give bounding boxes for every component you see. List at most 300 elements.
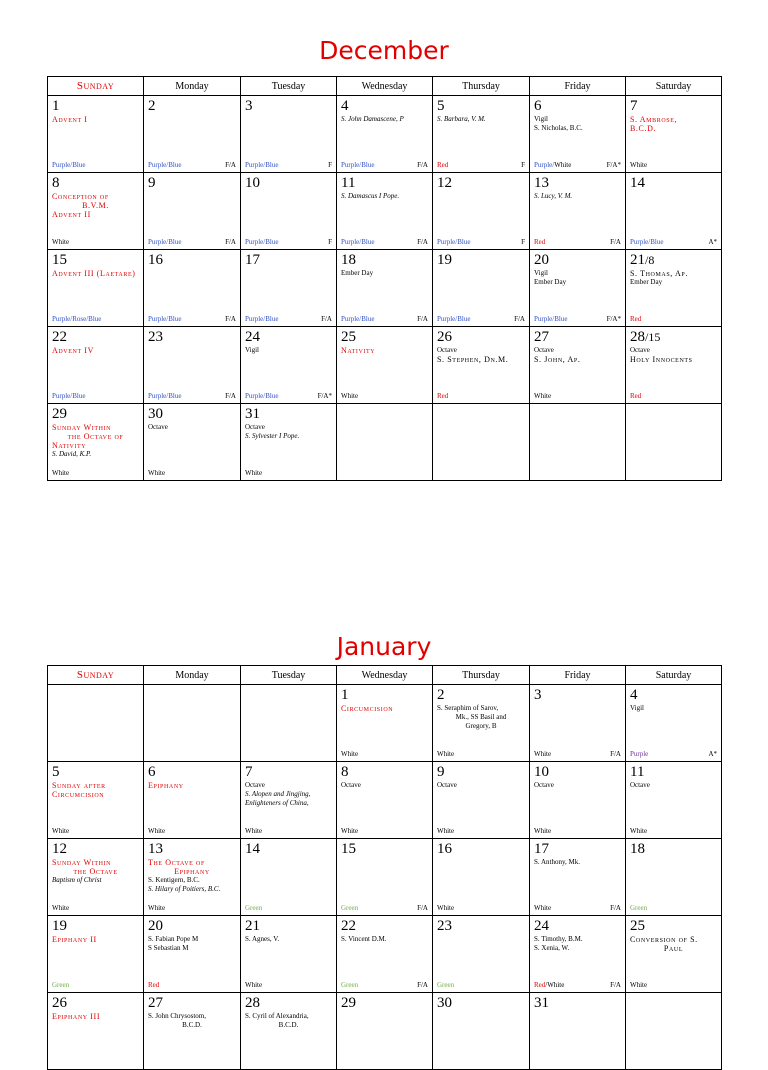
color-part: White <box>630 981 648 989</box>
fast-abstinence-mark: F/A <box>417 904 428 912</box>
color-part: White <box>341 750 359 758</box>
fast-abstinence-mark: F/A <box>610 981 621 989</box>
liturgical-color-row <box>148 904 236 913</box>
day-cell-content <box>530 250 625 326</box>
fast-abstinence-mark: F/A <box>225 315 236 323</box>
day-number: 12 <box>52 841 67 857</box>
color-part: Green <box>437 981 455 989</box>
week-row <box>48 327 722 404</box>
day-number: 6 <box>148 764 156 780</box>
feast-line: S. Ambrose, <box>630 115 678 124</box>
day-cell <box>48 96 144 173</box>
day-cell <box>433 327 530 404</box>
feast-line: S. Agnes, V. <box>245 935 280 943</box>
day-number: 23 <box>437 918 452 934</box>
day-number: 24 <box>534 918 549 934</box>
feast-line: Octave <box>630 781 650 789</box>
color-part: White <box>52 469 70 477</box>
feast-line: S. Anthony, Mk. <box>534 858 581 866</box>
feast-line: B.V.M. <box>82 201 109 210</box>
week-row <box>48 250 722 327</box>
day-cell <box>241 327 337 404</box>
day-cell-content <box>144 173 240 249</box>
liturgical-color-row <box>341 392 428 401</box>
liturgical-color <box>245 981 262 990</box>
day-number: 27 <box>534 329 549 345</box>
fast-abstinence-mark: F/A <box>610 238 621 246</box>
liturgical-color <box>630 238 663 247</box>
liturgical-color <box>52 315 101 324</box>
day-cell <box>626 993 722 1070</box>
day-cell <box>241 250 337 327</box>
day-cell <box>48 916 144 993</box>
weekday-header: Wednesday <box>337 666 433 685</box>
day-number: 5 <box>52 764 60 780</box>
feast-line: S. Stephen, Dn.M. <box>437 355 509 364</box>
liturgical-color <box>630 827 647 836</box>
liturgical-color-row <box>148 392 236 401</box>
liturgical-color <box>534 238 545 247</box>
day-number: 18 <box>630 841 645 857</box>
day-cell <box>626 404 722 481</box>
day-cell-content <box>530 685 625 761</box>
feast-line: Octave <box>245 423 265 431</box>
feast-line: S. Sylvester I Pope. <box>245 432 300 440</box>
color-part: White <box>148 469 166 477</box>
day-cell <box>337 993 433 1070</box>
color-part: White <box>437 827 455 835</box>
day-number: 7 <box>245 764 253 780</box>
day-cell-content <box>433 993 529 1069</box>
liturgical-color <box>148 981 159 990</box>
feast-line: Gregory, B <box>465 722 497 730</box>
day-number: 26 <box>437 329 452 345</box>
color-part: Purple/Blue <box>630 238 664 246</box>
color-part: Purple/Blue <box>534 315 568 323</box>
liturgical-color <box>52 981 69 990</box>
feast-line: Octave <box>534 781 554 789</box>
day-number: 28/15 <box>630 329 661 345</box>
day-number: 8 <box>52 175 60 191</box>
fast-abstinence-mark: F/A <box>417 981 428 989</box>
week-row <box>48 404 722 481</box>
day-number: 27 <box>148 995 163 1011</box>
day-cell <box>626 762 722 839</box>
color-part: White <box>534 392 552 400</box>
day-cell <box>433 762 530 839</box>
feast-line: Octave <box>630 346 650 354</box>
day-number: 15 <box>341 841 356 857</box>
calendar-december <box>47 76 722 481</box>
day-number: 11 <box>630 764 645 780</box>
day-cell <box>241 993 337 1070</box>
color-part: White <box>52 904 70 912</box>
fast-abstinence-mark: F/A <box>225 392 236 400</box>
weekday-header: Sunday <box>48 666 144 685</box>
day-cell <box>144 993 241 1070</box>
liturgical-color <box>437 904 454 913</box>
liturgical-color-row <box>52 827 139 836</box>
liturgical-color-row <box>52 392 139 401</box>
color-part: Purple/Blue <box>148 238 182 246</box>
day-cell <box>241 685 337 762</box>
weekday-header: Wednesday <box>337 77 433 96</box>
day-cell <box>48 250 144 327</box>
color-part: Purple/Blue <box>52 392 86 400</box>
feast-line: B.C.D. <box>630 124 657 133</box>
day-cell <box>241 404 337 481</box>
day-cell-content <box>144 762 240 838</box>
fast-abstinence-mark: F/A <box>610 750 621 758</box>
liturgical-color-row <box>245 315 332 324</box>
weekday-header-row <box>48 666 722 685</box>
color-part: Purple/ <box>534 161 555 169</box>
liturgical-color <box>341 981 358 990</box>
feast-line: B.C.D. <box>278 1021 299 1029</box>
fast-abstinence-mark: A* <box>708 750 717 758</box>
day-number: 23 <box>148 329 163 345</box>
week-row <box>48 993 722 1070</box>
liturgical-color-row <box>437 238 525 247</box>
day-cell-content <box>530 327 625 403</box>
day-cell-content <box>626 96 721 172</box>
liturgical-color <box>630 392 641 401</box>
liturgical-color-row <box>630 981 717 990</box>
day-cell-content <box>48 173 143 249</box>
day-cell-content <box>144 96 240 172</box>
feast-line: Vigil <box>630 704 644 712</box>
liturgical-color-row <box>341 238 428 247</box>
day-cell-content <box>433 839 529 915</box>
day-cell-content <box>337 916 432 992</box>
color-part: Purple/Blue <box>148 315 182 323</box>
weekday-header: Monday <box>144 666 241 685</box>
feast-line: Ember Day <box>630 278 663 286</box>
liturgical-color-row <box>245 981 332 990</box>
day-cell <box>144 327 241 404</box>
fast-abstinence-mark: F/A* <box>317 392 332 400</box>
liturgical-color-row <box>437 827 525 836</box>
liturgical-color-row <box>437 904 525 913</box>
day-cell-content <box>48 916 143 992</box>
color-part: Purple/Blue <box>341 315 375 323</box>
day-number: 4 <box>341 98 349 114</box>
day-cell <box>241 173 337 250</box>
fast-abstinence-mark: F <box>521 238 525 246</box>
liturgical-color <box>245 392 278 401</box>
day-number: 11 <box>341 175 356 191</box>
feast-line: S. Damascus I Pope. <box>341 192 400 200</box>
liturgical-color <box>341 827 358 836</box>
feast-line: Enlighteners of China, <box>245 799 309 807</box>
day-number: 8 <box>341 764 349 780</box>
liturgical-color <box>245 238 278 247</box>
color-part: White <box>630 161 648 169</box>
day-cell <box>433 404 530 481</box>
liturgical-color-row <box>148 469 236 478</box>
week-row <box>48 685 722 762</box>
day-number: 12 <box>437 175 452 191</box>
weekday-header: Saturday <box>626 666 722 685</box>
day-cell <box>530 173 626 250</box>
liturgical-color-row <box>245 238 332 247</box>
day-cell <box>144 250 241 327</box>
feast-line: Sunday Within <box>52 423 112 432</box>
liturgical-color <box>341 750 358 759</box>
day-cell <box>241 916 337 993</box>
day-number: 26 <box>52 995 67 1011</box>
day-cell <box>337 685 433 762</box>
day-number: 20 <box>534 252 549 268</box>
color-part: White <box>245 981 263 989</box>
liturgical-color-row <box>148 315 236 324</box>
feast-line: Holy Innocents <box>630 355 693 364</box>
liturgical-color-row <box>630 238 717 247</box>
liturgical-color <box>437 827 454 836</box>
liturgical-color <box>437 161 448 170</box>
weekday-header: Friday <box>530 77 626 96</box>
feast-line: S. Kentigern, B.C. <box>148 876 200 884</box>
feast-line: S. Lucy, V. M. <box>534 192 573 200</box>
day-cell-content <box>48 327 143 403</box>
color-part: Purple/Blue <box>52 161 86 169</box>
day-cell-content <box>48 839 143 915</box>
liturgical-color-row <box>437 750 525 759</box>
feast-line: S. Cyril of Alexandria, <box>245 1012 309 1020</box>
day-number: 7 <box>630 98 638 114</box>
feast-line: Nativity <box>341 346 376 355</box>
day-cell-content <box>337 839 432 915</box>
liturgical-color <box>341 904 358 913</box>
feast-line: Epiphany III <box>52 1012 101 1021</box>
weekday-header: Saturday <box>626 77 722 96</box>
liturgical-color-row <box>245 469 332 478</box>
color-part: Red <box>437 392 449 400</box>
color-part: White <box>534 904 552 912</box>
feast-line: Octave <box>148 423 168 431</box>
day-cell-content <box>337 250 432 326</box>
day-number: 18 <box>341 252 356 268</box>
day-cell <box>530 916 626 993</box>
liturgical-color-row <box>534 827 621 836</box>
day-cell-content <box>48 993 143 1069</box>
liturgical-color-row <box>52 981 139 990</box>
feast-line: Advent III (Laetare) <box>52 269 136 278</box>
day-number: 10 <box>245 175 260 191</box>
color-part: White <box>534 750 552 758</box>
liturgical-color <box>148 392 181 401</box>
color-part: Purple/Blue <box>437 315 471 323</box>
day-cell <box>144 762 241 839</box>
feast-line: Sunday after <box>52 781 106 790</box>
day-cell-content <box>337 993 432 1069</box>
liturgical-color <box>341 315 374 324</box>
day-number: 9 <box>437 764 445 780</box>
liturgical-color <box>245 161 278 170</box>
weekday-header-row <box>48 77 722 96</box>
feast-line: Sunday Within <box>52 858 112 867</box>
day-cell-content <box>626 839 721 915</box>
liturgical-color-row <box>341 827 428 836</box>
liturgical-color <box>437 238 470 247</box>
liturgical-color <box>534 392 551 401</box>
feast-line: Octave <box>534 346 554 354</box>
color-part: /White <box>545 981 565 989</box>
liturgical-color-row <box>148 981 236 990</box>
fast-abstinence-mark: F/A <box>514 315 525 323</box>
day-cell <box>144 173 241 250</box>
day-cell <box>433 685 530 762</box>
day-cell <box>48 762 144 839</box>
day-cell-content <box>48 404 143 480</box>
liturgical-color-row <box>534 392 621 401</box>
day-cell-content <box>530 96 625 172</box>
liturgical-color <box>148 315 181 324</box>
day-cell-content <box>337 327 432 403</box>
day-cell <box>48 685 144 762</box>
day-number: 28 <box>245 995 260 1011</box>
day-cell-content <box>241 404 336 480</box>
feast-line: Vigil <box>534 115 548 123</box>
day-cell <box>433 250 530 327</box>
day-cell <box>626 327 722 404</box>
calendar-january <box>47 665 722 1070</box>
fast-abstinence-mark: F/A <box>417 238 428 246</box>
day-number: 21/8 <box>630 252 655 268</box>
feast-line: Octave <box>245 781 265 789</box>
liturgical-color-row <box>52 161 139 170</box>
color-part: Purple/Blue <box>148 161 182 169</box>
feast-line: S. Xenia, W. <box>534 944 570 952</box>
liturgical-color-row <box>148 161 236 170</box>
feast-line: Ember Day <box>341 269 374 277</box>
day-number: 25 <box>341 329 356 345</box>
liturgical-color <box>534 315 567 324</box>
liturgical-color <box>630 315 641 324</box>
liturgical-color <box>534 827 551 836</box>
day-cell-content <box>337 762 432 838</box>
day-cell <box>626 839 722 916</box>
day-number: 19 <box>437 252 452 268</box>
day-number: 14 <box>630 175 645 191</box>
day-cell <box>530 404 626 481</box>
day-cell <box>530 993 626 1070</box>
liturgical-color <box>437 750 454 759</box>
day-cell-content <box>144 327 240 403</box>
feast-line: Epiphany <box>174 867 210 876</box>
day-number: 29 <box>341 995 356 1011</box>
day-cell <box>530 685 626 762</box>
day-cell-content <box>433 327 529 403</box>
day-number: 3 <box>534 687 542 703</box>
fast-abstinence-mark: F <box>328 238 332 246</box>
liturgical-color-row <box>630 750 717 759</box>
day-cell-content <box>433 250 529 326</box>
feast-line: Paul <box>663 944 684 953</box>
day-cell <box>433 839 530 916</box>
weekday-header: Tuesday <box>241 77 337 96</box>
liturgical-color <box>148 469 165 478</box>
fast-abstinence-mark: F/A <box>321 315 332 323</box>
day-cell <box>241 762 337 839</box>
liturgical-color <box>437 392 448 401</box>
liturgical-color-row <box>437 392 525 401</box>
day-cell <box>337 916 433 993</box>
day-cell-content <box>626 762 721 838</box>
day-number: 2 <box>148 98 156 114</box>
feast-line: Ember Day <box>534 278 567 286</box>
feast-line: Advent II <box>52 210 91 219</box>
day-number: 2 <box>437 687 445 703</box>
week-row <box>48 916 722 993</box>
liturgical-color <box>52 904 69 913</box>
day-cell-content <box>241 327 336 403</box>
liturgical-color-row <box>245 392 332 401</box>
day-number: 13 <box>534 175 549 191</box>
liturgical-color-row <box>52 469 139 478</box>
day-cell <box>48 404 144 481</box>
day-number: 31 <box>534 995 549 1011</box>
liturgical-color-row <box>148 827 236 836</box>
liturgical-color <box>52 161 85 170</box>
liturgical-color <box>630 981 647 990</box>
feast-line: S. Hilary of Poitiers, B.C. <box>148 885 221 893</box>
day-cell-content <box>626 916 721 992</box>
day-cell-content <box>144 993 240 1069</box>
day-cell <box>626 250 722 327</box>
feast-line: Octave <box>341 781 361 789</box>
feast-line: S. Vincent D.M. <box>341 935 387 943</box>
day-cell-content <box>241 993 336 1069</box>
day-cell-content <box>433 173 529 249</box>
weekday-header: Thursday <box>433 666 530 685</box>
liturgical-color <box>245 904 262 913</box>
liturgical-color <box>437 315 470 324</box>
liturgical-color <box>148 238 181 247</box>
color-part: Purple/Blue <box>341 161 375 169</box>
fast-abstinence-mark: F/A <box>225 161 236 169</box>
day-number: 20 <box>148 918 163 934</box>
day-cell-content <box>433 762 529 838</box>
day-number: 25 <box>630 918 645 934</box>
liturgical-color <box>148 827 165 836</box>
week-row <box>48 173 722 250</box>
day-cell <box>337 250 433 327</box>
day-cell-content <box>626 685 721 761</box>
feast-line: S. Timothy, B.M. <box>534 935 583 943</box>
day-cell <box>48 173 144 250</box>
day-cell <box>144 96 241 173</box>
color-part: Purple/Rose/Blue <box>52 315 102 323</box>
feast-line: Epiphany II <box>52 935 97 944</box>
day-cell <box>48 327 144 404</box>
feast-line: S. David, K.P. <box>52 450 92 458</box>
feast-line: S. Barbara, V. M. <box>437 115 486 123</box>
day-cell <box>241 96 337 173</box>
week-row <box>48 762 722 839</box>
day-cell-content <box>530 173 625 249</box>
feast-line: Advent I <box>52 115 88 124</box>
color-part: White <box>148 827 166 835</box>
liturgical-color <box>630 750 648 759</box>
liturgical-color-row <box>437 161 525 170</box>
color-part: White <box>245 469 263 477</box>
day-cell <box>48 839 144 916</box>
day-cell <box>337 327 433 404</box>
day-cell-content <box>433 685 529 761</box>
color-part: White <box>534 827 552 835</box>
color-part: White <box>437 904 455 912</box>
